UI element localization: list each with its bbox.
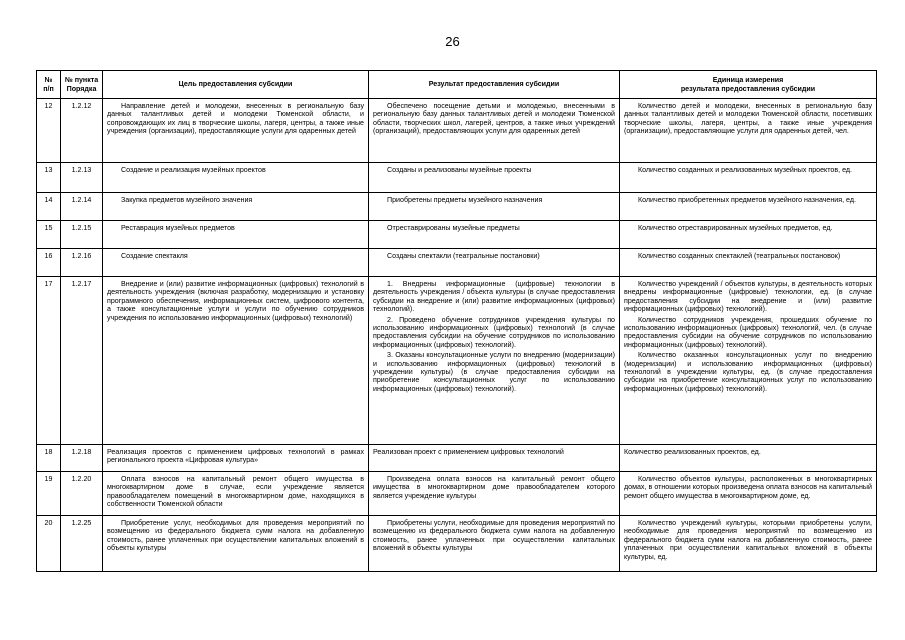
table-row	[37, 99, 877, 163]
cell-result	[369, 277, 620, 445]
cell-goal-paragraph: Реализация проектов с применением цифровых технологий в рамках регионального проекта «Цифровая культура»	[107, 448, 364, 465]
cell-unit	[620, 445, 877, 472]
cell-num: 16	[37, 249, 61, 277]
cell-unit-paragraph: Количество учреждений / объектов культуры, в деятельность которых внедрены информационные (цифровые) технологии, ед. (в случае предоставления субсидии на внедрение и (или) развитие информационных (цифровых) технологий).	[624, 280, 872, 314]
cell-unit-paragraph: Количество детей и молодежи, внесенных в региональную базу данных талантливых детей и молодежи Тюменской области, посетивших творческие школы, лагеря, центры, а также иные учреждения (организации), предоставляющие услуги для одаренных детей, чел.	[624, 102, 872, 136]
cell-goal-paragraph: Реставрация музейных предметов	[121, 224, 235, 232]
page-number: 26	[445, 34, 460, 49]
cell-result-paragraph: Приобретены услуги, необходимые для проведения мероприятий по возмещению из федерального бюджета сумм налога на добавленную стоимость, ранее уплаченных при осуществлении капитальных вложений в объекты культуры	[373, 519, 615, 553]
cell-goal-paragraph: Направление детей и молодежи, внесенных в региональную базу данных талантливых детей и молодежи Тюменской области, и сопровождающих их лиц в творческие школы, лагеря, центры, а также иные учреждения (организации), предоставляющие услуги для одаренных детей	[107, 102, 364, 136]
cell-goal	[103, 277, 369, 445]
cell-unit-paragraph: Количество приобретенных предметов музейного назначения, ед.	[638, 196, 856, 204]
header-num-line-1: №	[44, 75, 53, 84]
cell-order: 1.2.14	[61, 193, 103, 221]
cell-result-paragraph: Приобретены предметы музейного назначения	[387, 196, 543, 204]
cell-unit-paragraph: Количество созданных и реализованных музейных проектов, ед.	[638, 166, 852, 174]
header-order-line-1: № пункта	[64, 75, 99, 84]
cell-order: 1.2.25	[61, 516, 103, 572]
cell-unit	[620, 193, 877, 221]
cell-num: 17	[37, 277, 61, 445]
cell-result-paragraph: Отреставрированы музейные предметы	[387, 224, 520, 232]
header-result: Результат предоставления субсидии	[369, 71, 620, 99]
cell-num: 18	[37, 445, 61, 472]
table-row	[37, 249, 877, 277]
cell-result	[369, 193, 620, 221]
cell-goal	[103, 193, 369, 221]
cell-result	[369, 221, 620, 249]
cell-order: 1.2.15	[61, 221, 103, 249]
cell-goal	[103, 516, 369, 572]
subsidy-table	[36, 70, 877, 572]
header-order-line-2: Порядка	[66, 84, 97, 93]
table-row	[37, 221, 877, 249]
cell-unit-paragraph: Количество объектов культуры, расположенных в многоквартирных домах, в отношении которых произведена оплата взносов на капитальный ремонт общего имущества в многоквартирном доме, ед.	[624, 475, 872, 500]
cell-result-paragraph: Созданы и реализованы музейные проекты	[387, 166, 532, 174]
cell-result	[369, 472, 620, 516]
cell-num: 13	[37, 163, 61, 193]
cell-goal-paragraph: Создание спектакля	[121, 252, 188, 260]
cell-unit	[620, 277, 877, 445]
header-unit	[620, 71, 877, 99]
cell-unit-paragraph: Количество сотрудников учреждения, прошедших обучение по использованию информационных (цифровых) технологий, чел. (в случае предоставления субсидии на обучение сотрудников по использованию информационных (цифровых) технологий).	[624, 315, 872, 349]
cell-result-paragraph: Созданы спектакли (театральные постановки)	[387, 252, 540, 260]
cell-unit-paragraph: Количество оказанных консультационных услуг по внедрению (модернизации) и использованию информационных (цифровых) технологий в учреждении культуры, ед. (в случае предоставления субсидии на приобретение консультационных услуг по использованию информационных (цифровых) технологий).	[624, 351, 872, 393]
cell-order: 1.2.13	[61, 163, 103, 193]
cell-goal	[103, 163, 369, 193]
cell-unit-paragraph: Количество учреждений культуры, которыми приобретены услуги, необходимые для проведения мероприятий по возмещению из федерального бюджета сумм налога на добавленную стоимость, ранее уплаченных при осуществлении капитальных вложений в объекты культуры, ед.	[624, 519, 872, 561]
cell-order: 1.2.12	[61, 99, 103, 163]
header-num-line-2: п/п	[43, 84, 54, 93]
cell-goal-paragraph: Закупка предметов музейного значения	[121, 196, 253, 204]
header-unit-line-1: Единица измерения	[712, 75, 784, 84]
cell-result	[369, 163, 620, 193]
cell-result-paragraph: 1. Внедрены информационные (цифровые) технологии в деятельность учреждения / объекта культуры (в случае предоставления субсидии на внедрение и (или) развитие информационных (цифровых) технологий).	[373, 280, 615, 314]
cell-result	[369, 99, 620, 163]
table-row	[37, 516, 877, 572]
cell-unit	[620, 472, 877, 516]
table-row	[37, 445, 877, 472]
cell-result	[369, 516, 620, 572]
cell-result-paragraph: 3. Оказаны консультационные услуги по внедрению (модернизации) и использованию информационных (цифровых) технологий в учреждении культуры) (в случае предоставления субсидии на приобретение консультационных услуг по использованию информационных (цифровых) технологий).	[373, 351, 615, 393]
table-body	[37, 99, 877, 572]
cell-result-paragraph: Обеспечено посещение детьми и молодежью, внесенными в региональную базу данных талантливых детей и молодежи Тюменской области, творческих школ, лагерей, центров, а также иных учреждений (организаций), предоставляющих услуги для одаренных детей	[373, 102, 615, 136]
header-order	[61, 71, 103, 99]
cell-order: 1.2.20	[61, 472, 103, 516]
cell-goal	[103, 472, 369, 516]
table-header	[37, 71, 877, 99]
cell-goal	[103, 249, 369, 277]
header-goal: Цель предоставления субсидии	[103, 71, 369, 99]
cell-unit	[620, 99, 877, 163]
cell-unit	[620, 249, 877, 277]
cell-unit	[620, 516, 877, 572]
table-row	[37, 472, 877, 516]
cell-result-paragraph: 2. Проведено обучение сотрудников учреждения культуры по использованию информационных (цифровых) технологий (в случае предоставления субсидии на обучение сотрудников по использованию информационных (цифровых) технологий).	[373, 315, 615, 349]
cell-order: 1.2.17	[61, 277, 103, 445]
cell-goal-paragraph: Оплата взносов на капитальный ремонт общего имущества в многоквартирном доме в случае, если учреждение является правообладателем помещений в многоквартирном доме, находящихся в собственности Тюменской области	[107, 475, 364, 509]
cell-goal	[103, 445, 369, 472]
cell-goal	[103, 99, 369, 163]
cell-unit-paragraph: Количество реализованных проектов, ед.	[624, 448, 761, 456]
cell-num: 12	[37, 99, 61, 163]
cell-unit-paragraph: Количество отреставрированных музейных предметов, ед.	[638, 224, 833, 232]
table-row	[37, 163, 877, 193]
cell-unit	[620, 163, 877, 193]
cell-result	[369, 445, 620, 472]
cell-num: 19	[37, 472, 61, 516]
cell-goal-paragraph: Приобретение услуг, необходимых для проведения мероприятий по возмещению из федерального бюджета сумм налога на добавленную стоимость, ранее уплаченных при осуществлении капитальных вложений в объекты культуры	[107, 519, 364, 553]
cell-unit-paragraph: Количество созданных спектаклей (театральных постановок)	[638, 252, 841, 260]
cell-order: 1.2.16	[61, 249, 103, 277]
cell-goal-paragraph: Создание и реализация музейных проектов	[121, 166, 266, 174]
cell-order: 1.2.18	[61, 445, 103, 472]
cell-result	[369, 249, 620, 277]
cell-num: 20	[37, 516, 61, 572]
cell-result-paragraph: Реализован проект с применением цифровых технологий	[373, 448, 564, 456]
cell-result-paragraph: Произведена оплата взносов на капитальный ремонт общего имущества в многоквартирном доме правообладателем которого является учреждение культуры	[373, 475, 615, 500]
cell-unit	[620, 221, 877, 249]
header-num	[37, 71, 61, 99]
header-unit-line-2: результата предоставления субсидии	[680, 84, 816, 93]
cell-num: 15	[37, 221, 61, 249]
table-row	[37, 277, 877, 445]
table-row	[37, 193, 877, 221]
cell-goal-paragraph: Внедрение и (или) развитие информационных (цифровых) технологий в деятельность учреждения (включая разработку, модернизацию и установку программного обеспечения, информационных систем, цифрового контента, а также консультационные услуги и услуги по обучению сотрудников учреждения по использованию информационных (цифровых) технологий)	[107, 280, 364, 322]
cell-num: 14	[37, 193, 61, 221]
cell-goal	[103, 221, 369, 249]
